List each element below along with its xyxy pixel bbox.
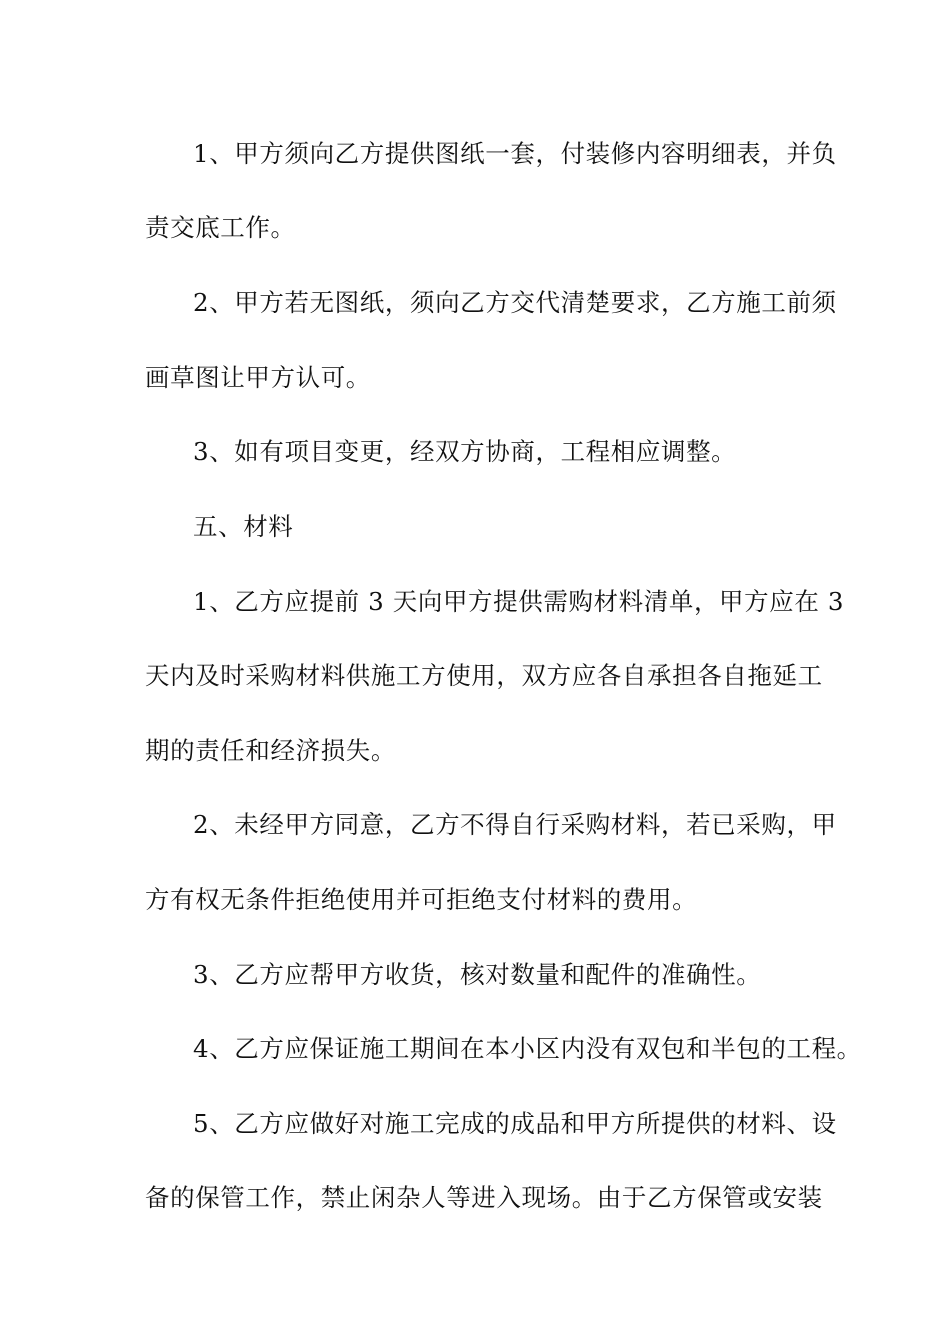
section-heading-materials: 五、材料 xyxy=(193,512,294,541)
clause-4-3-line-1: 3、如有项目变更，经双方协商，工程相应调整。 xyxy=(193,437,737,466)
clause-5-1-line-1: 1、乙方应提前 3 天向甲方提供需购材料清单，甲方应在 3 xyxy=(193,587,845,616)
clause-5-5-line-1: 5、乙方应做好对施工完成的成品和甲方所提供的材料、设 xyxy=(193,1109,837,1138)
clause-5-3-line-1: 3、乙方应帮甲方收货，核对数量和配件的准确性。 xyxy=(193,960,762,989)
clause-4-1-line-1: 1、甲方须向乙方提供图纸一套，付装修内容明细表，并负 xyxy=(193,139,837,168)
clause-5-2-line-2: 方有权无条件拒绝使用并可拒绝支付材料的费用。 xyxy=(145,885,698,914)
clause-5-1-line-2: 天内及时采购材料供施工方使用，双方应各自承担各自拖延工 xyxy=(145,661,823,690)
clause-4-2-line-2: 画草图让甲方认可。 xyxy=(145,363,371,392)
clause-5-2-line-1: 2、未经甲方同意，乙方不得自行采购材料，若已采购，甲 xyxy=(193,810,837,839)
clause-5-5-line-2: 备的保管工作，禁止闲杂人等进入现场。由于乙方保管或安装 xyxy=(145,1183,823,1212)
clause-5-4-line-1: 4、乙方应保证施工期间在本小区内没有双包和半包的工程。 xyxy=(193,1034,862,1063)
clause-5-1-line-3: 期的责任和经济损失。 xyxy=(145,736,396,765)
clause-4-1-line-2: 责交底工作。 xyxy=(145,213,296,242)
clause-4-2-line-1: 2、甲方若无图纸，须向乙方交代清楚要求，乙方施工前须 xyxy=(193,288,837,317)
